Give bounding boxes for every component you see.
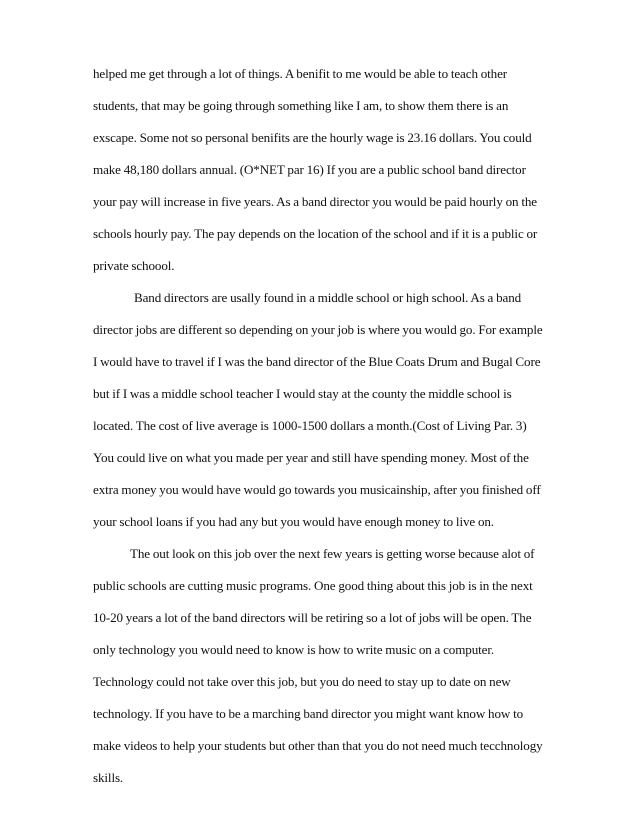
text-line: You could live on what you made per year and still have spending money. Most of the bbox=[93, 450, 529, 465]
text-line: skills. bbox=[93, 770, 124, 785]
text-line: students, that may be going through something like I am, to show them there is an bbox=[93, 98, 509, 113]
text-line: exscape. Some not so personal benifits are the hourly wage is 23.16 dollars. You could bbox=[93, 130, 532, 145]
text-line: I would have to travel if I was the band director of the Blue Coats Drum and Bugal Core bbox=[93, 354, 541, 369]
text-line: make 48,180 dollars annual. (O*NET par 16) If you are a public school band director bbox=[93, 162, 526, 177]
text-line: helped me get through a lot of things. A benifit to me would be able to teach other bbox=[93, 66, 508, 81]
paragraph-start-line: The out look on this job over the next few years is getting worse because alot of bbox=[130, 546, 535, 561]
text-line: Technology could not take over this job, but you do need to stay up to date on new bbox=[93, 674, 511, 689]
text-line: schools hourly pay. The pay depends on the location of the school and if it is a public or bbox=[93, 226, 538, 241]
text-line: located. The cost of live average is 1000-1500 dollars a month.(Cost of Living Par. 3) bbox=[93, 418, 527, 433]
text-line: private schoool. bbox=[93, 258, 175, 273]
paragraph-start-line: Band directors are usally found in a middle school or high school. As a band bbox=[134, 290, 522, 305]
text-line: only technology you would need to know is how to write music on a computer. bbox=[93, 642, 495, 657]
text-line: your pay will increase in five years. As a band director you would be paid hourly on the bbox=[93, 194, 537, 209]
text-line: 10-20 years a lot of the band directors will be retiring so a lot of jobs will be open. The bbox=[93, 610, 532, 625]
text-line: technology. If you have to be a marching band director you might want know how to bbox=[93, 706, 524, 721]
text-line: public schools are cutting music programs. One good thing about this job is in the next bbox=[93, 578, 533, 593]
text-line: director jobs are different so depending on your job is where you would go. For example bbox=[93, 322, 543, 337]
text-line: your school loans if you had any but you would have enough money to live on. bbox=[93, 514, 494, 529]
text-line: extra money you would have would go towards you musicainship, after you finished off bbox=[93, 482, 541, 497]
text-line: but if I was a middle school teacher I would stay at the county the middle school is bbox=[93, 386, 512, 401]
text-line: make videos to help your students but other than that you do not need much tecchnology bbox=[93, 738, 543, 753]
